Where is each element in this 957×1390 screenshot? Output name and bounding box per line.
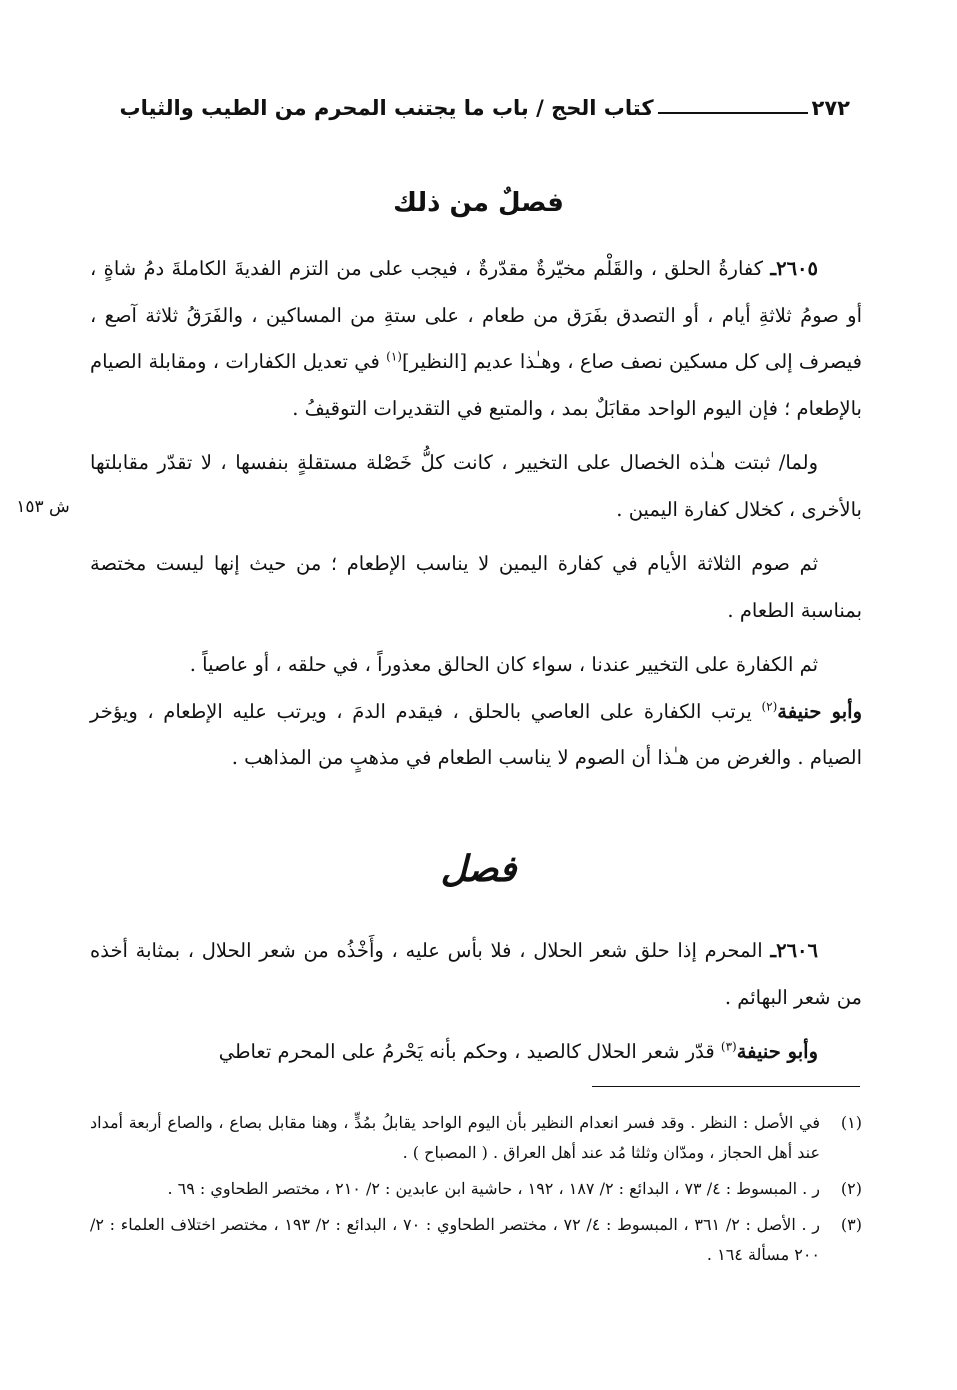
paragraph-text: في تعديل الكفارات ، ومقابلة الصيام بالإطعام ؛ فإن اليوم الواحد مقابَلٌ بمد ، والمتبع في التقديرات التوقيفُ . xyxy=(90,350,862,420)
paragraph xyxy=(90,1029,862,1076)
paragraph-lead: وأبو حنيفة xyxy=(736,1040,818,1063)
footnote-ref: (٢) xyxy=(761,699,778,713)
footnote xyxy=(90,1174,862,1204)
paragraph-text: ولما/ ثبتت هـٰذه الخصال على التخيير ، كانت كلُّ خَصْلة مستقلةٍ بنفسها ، لا تقدّر مقابلتها بالأخرى ، كخلال كفارة اليمين . xyxy=(90,451,862,521)
section-ornament: فصل xyxy=(440,848,517,890)
footnote-text: في الأصل : النظر . وقد فسر انعدام النظير بأن اليوم الواحد يقابلُ بمُدٍّ ، وهنا مقابل بصاع ، والصاع أربعة أمداد عند أهل الحجاز ، ومدّان وثلثا مُد عند أهل العراق . ( المصباح ) . xyxy=(90,1113,820,1162)
paragraph xyxy=(90,541,862,634)
paragraph-number: ٢٦٠٦ـ xyxy=(770,939,818,962)
paragraph-2606 xyxy=(90,928,862,1021)
main-text-continued xyxy=(90,928,862,1084)
paragraph-text: قدّر شعر الحلال كالصيد ، وحكم بأنه يَحْرمُ على المحرم تعاطي xyxy=(218,1040,721,1063)
footnote-marker: (٣) xyxy=(840,1215,862,1234)
footnote-text: ر . المبسوط : ٤/ ٧٣ ، البدائع : ٢/ ١٨٧ ، ١٩٢ ، حاشية ابن عابدين : ٢/ ٢١٠ ، مختصر الطحاوي : ٦٩ . xyxy=(167,1179,820,1198)
paragraph xyxy=(90,642,862,689)
footnote-marker: (١) xyxy=(840,1113,862,1132)
paragraph-text: ثم الكفارة على التخيير عندنا ، سواء كان الحالق معذوراً ، في حلقه ، أو عاصياً . xyxy=(189,653,818,676)
section-title: فصلٌ من ذلك xyxy=(393,188,564,218)
footnote xyxy=(90,1108,862,1168)
paragraph-lead: وأبو حنيفة xyxy=(777,699,862,723)
header-rule xyxy=(658,112,808,114)
paragraph xyxy=(90,689,862,782)
page-number: ٢٧٢ xyxy=(811,96,850,120)
footnote xyxy=(90,1210,862,1270)
paragraph-text: كفارةُ الحلق ، والقَلْم مخيّرةٌ مقدّرةٌ ، فيجب على من التزم الفديةَ الكاملةَ دمُ شاةٍ ، أو صومُ ثلاثةِ أيام ، أو التصدق بفَرَق من طعام ، على ستةِ من المساكين ، والفَرَقُ ثلاثة آصع ، فيصرف إلى كل مسكين نصف صاع ، وهـٰذا عديم [النظير] xyxy=(90,257,862,373)
footnote-ref: (١) xyxy=(386,349,402,364)
footnote-ref: (٣) xyxy=(720,1039,737,1054)
main-text xyxy=(90,246,862,790)
paragraph-text: يرتب الكفارة على العاصي بالحلق ، فيقدم الدمَ ، ويرتب عليه الإطعام ، ويؤخر الصيام . والغرض من هـٰذا أن الصوم لا يناسب الطعام في مذهبٍ من المذاهب . xyxy=(90,699,862,769)
paragraph xyxy=(90,440,862,533)
running-header xyxy=(90,88,850,128)
header-title: كتاب الحج / باب ما يجتنب المحرم من الطيب والثياب xyxy=(119,96,654,120)
footnote-rule xyxy=(592,1086,860,1087)
paragraph-text: ثم صوم الثلاثة الأيام في كفارة اليمين لا يناسب الإطعام ؛ من حيث إنها ليست مختصة بمناسبة الطعام . xyxy=(90,552,862,622)
footnotes xyxy=(90,1108,862,1276)
paragraph-text: المحرم إذا حلق شعر الحلال ، فلا بأس عليه ، وأَخْذُه من شعر الحلال ، بمثابة أخذه من شعر البهائم . xyxy=(90,939,862,1009)
footnote-marker: (٢) xyxy=(840,1179,862,1198)
paragraph-number: ٢٦٠٥ـ xyxy=(770,257,818,280)
margin-note: ش ١٥٣ xyxy=(16,497,70,517)
paragraph-2605 xyxy=(90,246,862,432)
footnote-text: ر . الأصل : ٢/ ٣٦١ ، المبسوط : ٤/ ٧٢ ، مختصر الطحاوي : ٧٠ ، البدائع : ٢/ ١٩٣ ، مختصر اختلاف العلماء : ٢/ ٢٠٠ مسألة ١٦٤ . xyxy=(90,1215,821,1264)
